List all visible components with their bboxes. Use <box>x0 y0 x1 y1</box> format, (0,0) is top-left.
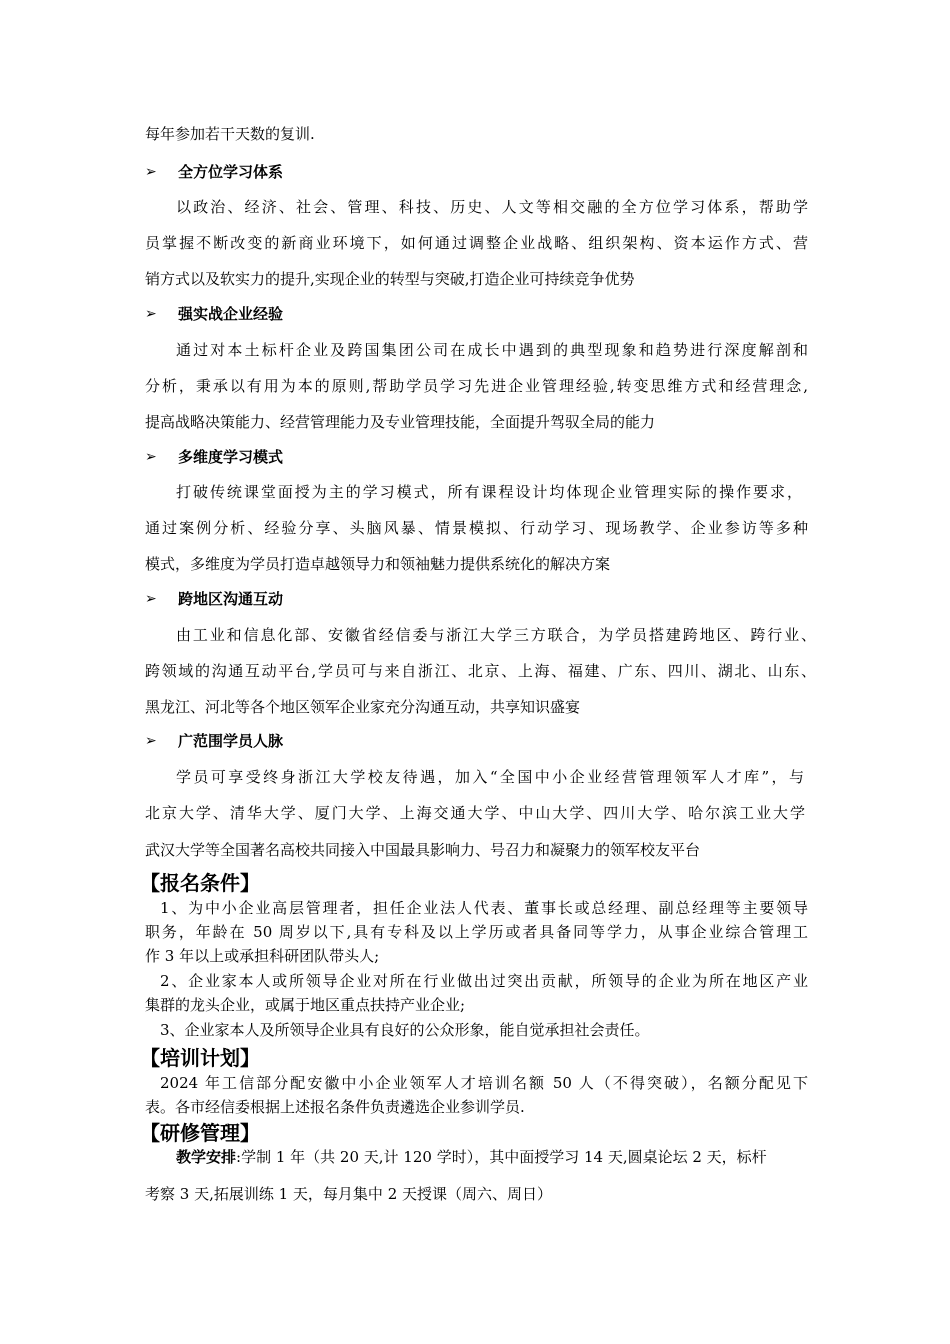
registration-line: 集群的龙头企业，或属于地区重点扶持产业企业; <box>145 996 466 1014</box>
feature-text-line: 由工业和信息化部、安徽省经信委与浙江大学三方联合，为学员搭建跨地区、跨行业、 <box>176 626 816 644</box>
feature-text-line: 模式，多维度为学员打造卓越领导力和领袖魅力提供系统化的解决方案 <box>145 555 611 573</box>
bullet-arrow-icon: ➢ <box>145 591 157 607</box>
feature-text-line: 通过案例分析、经验分享、头脑风暴、情景模拟、行动学习、现场教学、企业参访等多种 <box>145 519 808 537</box>
feature-text-line: 学员可享受终身浙江大学校友待遇，加入“全国中小企业经营管理领军人才库”，与 <box>176 768 804 786</box>
feature-title: 跨地区沟通互动 <box>178 590 284 608</box>
bullet-arrow-icon: ➢ <box>145 449 157 465</box>
feature-title: 广范围学员人脉 <box>178 732 284 750</box>
feature-text-line: 以政治、经济、社会、管理、科技、历史、人文等相交融的全方位学习体系，帮助学 <box>176 198 808 216</box>
registration-line: 1、为中小企业高层管理者，担任企业法人代表、董事长或总经理、副总经理等主要领导 <box>160 899 808 917</box>
registration-line: 3、企业家本人及所领导企业具有良好的公众形象，能自觉承担社会责任。 <box>160 1021 650 1039</box>
intro-tail: 每年参加若干天数的复训. <box>145 125 315 143</box>
feature-text-line: 北京大学、清华大学、厦门大学、上海交通大学、中山大学、四川大学、哈尔滨工业大学 <box>145 804 805 822</box>
plan-line: 2024 年工信部分配安徽中小企业领军人才培训名额 50 人（不得突破），名额分配见下 <box>160 1074 808 1092</box>
bullet-arrow-icon: ➢ <box>145 164 157 180</box>
feature-text-line: 武汉大学等全国著名高校共同接入中国最具影响力、号召力和凝聚力的领军校友平台 <box>145 841 701 859</box>
feature-title: 强实战企业经验 <box>178 305 284 323</box>
registration-line: 职务，年龄在 50 周岁以下,具有专科及以上学历或者具备同等学力，从事企业综合管理工 <box>145 923 808 941</box>
feature-text-line: 跨领域的沟通互动平台,学员可与来自浙江、北京、上海、福建、广东、四川、湖北、山东、 <box>145 662 816 680</box>
teaching-arrangement-line-2: 考察 3 天,拓展训练 1 天，每月集中 2 天授课（周六、周日） <box>145 1185 553 1203</box>
management-heading: 【研修管理】 <box>140 1121 260 1145</box>
teaching-arrangement-line <box>176 1147 767 1167</box>
feature-text-line: 打破传统课堂面授为主的学习模式，所有课程设计均体现企业管理实际的操作要求， <box>176 483 802 501</box>
bullet-arrow-icon: ➢ <box>145 306 157 322</box>
registration-heading: 【报名条件】 <box>140 871 260 895</box>
registration-line: 2、企业家本人或所领导企业对所在行业做出过突出贡献，所领导的企业为所在地区产业 <box>160 972 808 990</box>
feature-text-line: 通过对本土标杆企业及跨国集团公司在成长中遇到的典型现象和趋势进行深度解剖和 <box>176 341 808 359</box>
feature-title: 多维度学习模式 <box>178 448 284 466</box>
feature-text-line: 员掌握不断改变的新商业环境下，如何通过调整企业战略、组织架构、资本运作方式、营 <box>145 234 808 252</box>
feature-text-line: 提高战略决策能力、经营管理能力及专业管理技能，全面提升驾驭全局的能力 <box>145 413 656 431</box>
plan-heading: 【培训计划】 <box>140 1046 260 1070</box>
teaching-arrangement-text: :学制 1 年（共 20 天,计 120 学时），其中面授学习 14 天,圆桌论坛 2 天，标杆 <box>236 1148 767 1166</box>
registration-line: 作 3 年以上或承担科研团队带头人; <box>145 947 380 965</box>
teaching-arrangement-label: 教学安排 <box>176 1148 237 1166</box>
plan-line: 表。各市经信委根据上述报名条件负责遴选企业参训学员. <box>145 1098 525 1116</box>
bullet-arrow-icon: ➢ <box>145 733 157 749</box>
feature-text-line: 黑龙江、河北等各个地区领军企业家充分沟通互动，共享知识盛宴 <box>145 698 581 716</box>
feature-title: 全方位学习体系 <box>178 163 284 181</box>
feature-text-line: 销方式以及软实力的提升,实现企业的转型与突破,打造企业可持续竞争优势 <box>145 270 635 288</box>
feature-text-line: 分析，秉承以有用为本的原则,帮助学员学习先进企业管理经验,转变思维方式和经营理念, <box>145 377 808 395</box>
